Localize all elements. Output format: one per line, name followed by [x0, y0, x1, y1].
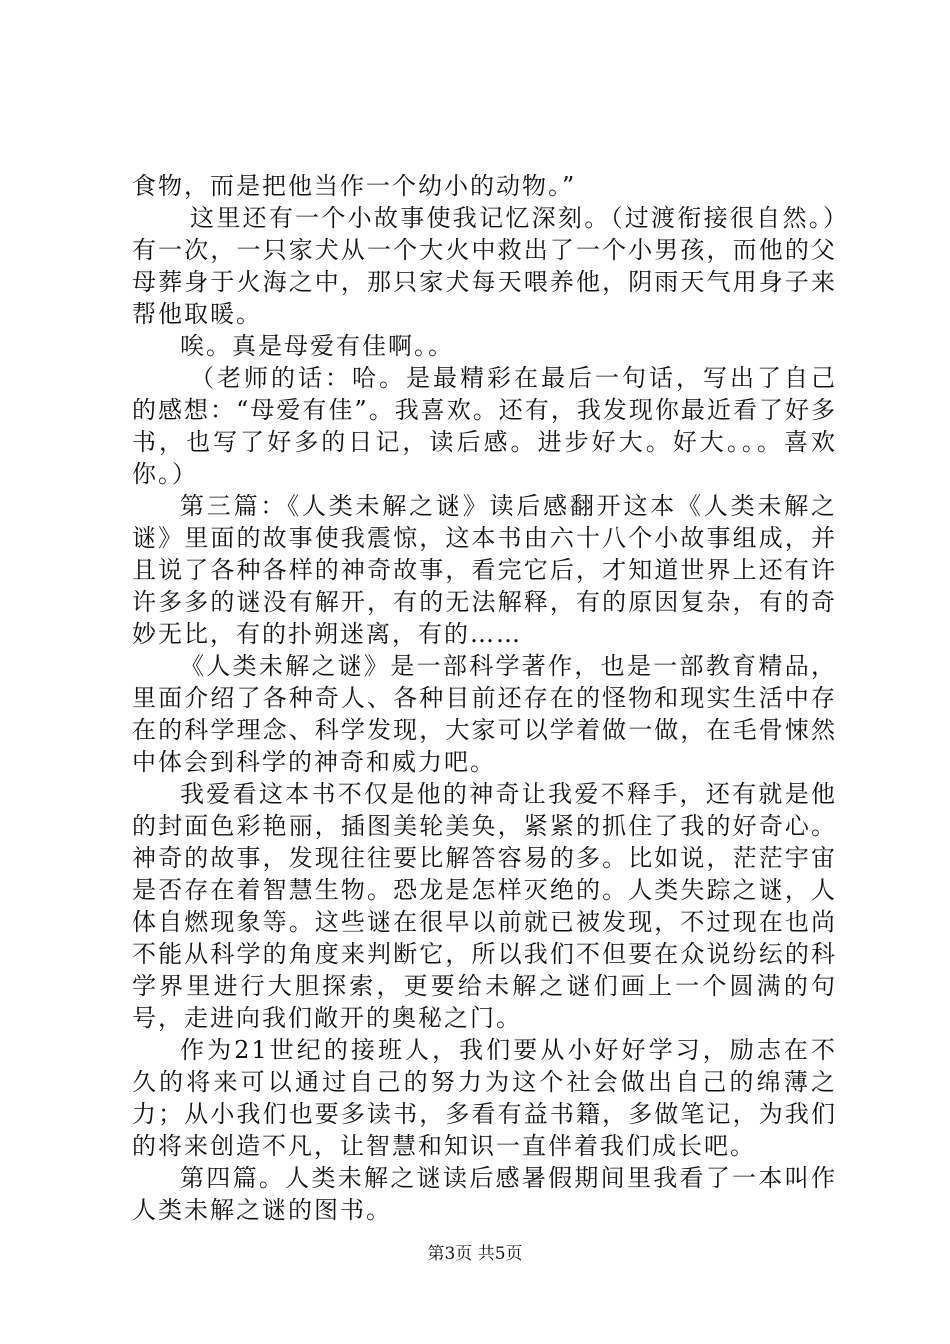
paragraph-part-three: 第三篇：《人类未解之谜》读后感翻开这本《人类未解之谜》里面的故事使我震惊，这本书由六十八个小故事组成，并且说了各种各样的神奇故事，看完它后，才知道世界上还有许许多多的谜没有解开，有的无法解释，有的原因复杂，有的奇妙无比，有的扑朔迷离，有的…… [132, 492, 837, 648]
paragraph-science-book: 《人类未解之谜》是一部科学著作，也是一部教育精品，里面介绍了各种奇人、各种目前还存在的怪物和现实生活中存在的科学理念、科学发现，大家可以学着做一做，在毛骨悚然中体会到科学的神奇和威力吧。 [132, 652, 837, 776]
page-number-footer: 第3页 共5页 [427, 1244, 523, 1264]
body-text [132, 170, 837, 1226]
paragraph-continuation: 食物，而是把他当作一个幼小的动物。” [132, 172, 577, 200]
paragraph-why-love: 我爱看这本书不仅是他的神奇让我爱不释手，还有就是他的封面色彩艳丽，插图美轮美奂，紧紧的抓住了我的好奇心。神奇的故事，发现往往要比解答容易的多。比如说，茫茫宇宙是否存在着智慧生物。恐龙是怎样灭绝的。人类失踪之谜，人体自燃现象等。这些谜在很早以前就已被发现，不过现在也尚不能从科学的角度来判断它，所以我们不但要在众说纷纭的科学界里进行大胆探索，更要给未解之谜们画上一个圆满的句号，走进向我们敞开的奥秘之门。 [132, 780, 837, 1032]
paragraph-part-four: 第四篇。人类未解之谜读后感暑假期间里我看了一本叫作人类未解之谜的图书。 [132, 1164, 837, 1224]
paragraph-teacher-comment: （老师的话：哈。是最精彩在最后一句话，写出了自己的感想：“母爱有佳”。我喜欢。还有，我发现你最近看了好多书，也写了好多的日记，读后感。进步好大。好大。。。喜欢你。） [132, 364, 837, 488]
paragraph-sigh: 唉。真是母爱有佳啊。。 [180, 332, 454, 360]
paragraph-successor: 作为21世纪的接班人，我们要从小好好学习，励志在不久的将来可以通过自己的努力为这个社会做出自己的绵薄之力；从小我们也要多读书，多看有益书籍，多做笔记，为我们的将来创造不凡，让智慧和知识一直伴着我们成长吧。 [132, 1036, 837, 1160]
paragraph-story: 这里还有一个小故事使我记忆深刻。（过渡衔接很自然。）有一次，一只家犬从一个大火中救出了一个小男孩，而他的父母葬身于火海之中，那只家犬每天喂养他，阴雨天气用身子来帮他取暖。 [132, 204, 837, 328]
